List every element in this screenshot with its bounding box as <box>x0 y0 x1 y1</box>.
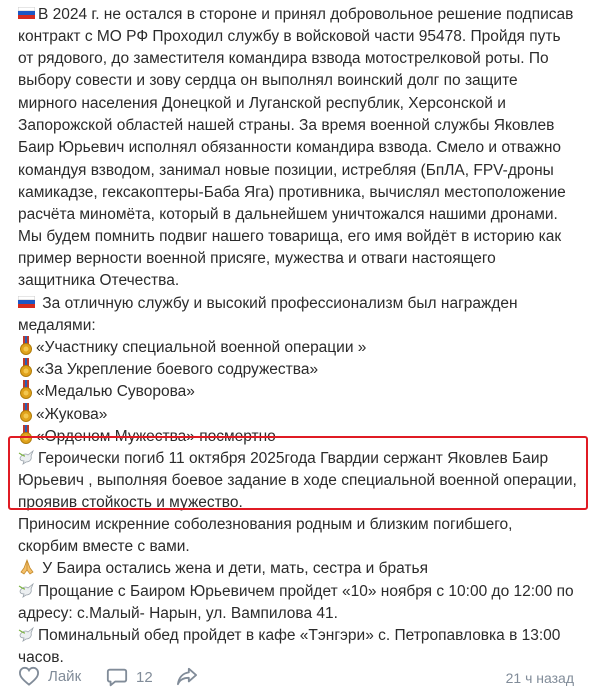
post-line-text: контракт с МО РФ Проходил службу в войсковой части 95478. Пройдя путь <box>18 28 561 45</box>
post-line <box>18 4 573 26</box>
post-line-text: командуя взводом, занимал новые позиции, истребляя (БпЛА, FPV-дроны <box>18 162 554 179</box>
post-line-text: выбору совести и зову сердца он выполнял воинский долг по защите <box>18 72 518 89</box>
post-line-text: Прощание с Баиром Юрьевичем пройдет «10» ноября с 10:00 до 12:00 по <box>38 583 574 600</box>
comments-count: 12 <box>136 668 153 686</box>
post-line <box>18 226 561 248</box>
like-label: Лайк <box>48 667 82 685</box>
post-footer <box>0 664 596 694</box>
post-line-text: У Баира остались жена и дети, мать, сестра и братья <box>38 560 428 577</box>
post-line-text: камикадзе, гексакоптеры-Баба Яга) противника, вычислял местоположение <box>18 184 566 201</box>
comment-button[interactable] <box>106 666 153 688</box>
post-line <box>18 536 190 558</box>
post-line-text: Мы будем помнить подвиг нашего товарища, его имя войдёт в историю как <box>18 228 562 245</box>
post-line <box>18 315 96 337</box>
post-line <box>18 93 506 115</box>
like-button[interactable] <box>18 666 81 686</box>
russian-flag-icon <box>18 7 35 19</box>
post-line-text: «Медалью Суворова» <box>36 383 195 400</box>
medal-icon <box>18 358 34 378</box>
medal-icon <box>18 336 34 356</box>
post-line-text: мирного населения Донецкой и Луганской республик, Херсонской и <box>18 95 506 112</box>
post-line <box>18 337 366 359</box>
post-line <box>18 137 561 159</box>
post-line <box>18 115 554 137</box>
post-line-text: «За Укрепление боевого содружества» <box>36 361 319 378</box>
medal-icon <box>18 380 34 400</box>
post-line <box>18 248 496 270</box>
share-icon <box>176 666 198 686</box>
highlight-box <box>8 436 588 510</box>
post-time[interactable]: 21 ч назад <box>505 670 574 686</box>
post-line-text: «Жукова» <box>36 406 108 423</box>
post-line-text: скорбим вместе с вами. <box>18 538 190 555</box>
post-line-text: адресу: с.Малый- Нарын, ул. Вампилова 41. <box>18 605 338 622</box>
post-line <box>18 603 338 625</box>
post-line <box>18 404 107 426</box>
medal-icon <box>18 403 34 423</box>
folded-hands-icon <box>18 558 36 576</box>
post-line <box>18 160 554 182</box>
post-line <box>18 359 318 381</box>
post-line <box>18 581 574 603</box>
post-line-text: «Орденом Мужества» посмертно <box>36 428 276 445</box>
post-line <box>18 48 549 70</box>
post-line-text: Приносим искренние соболезнования родным и близким погибшего, <box>18 516 513 533</box>
post-line-text: Запорожской областей нашей страны. За время военной службы Яковлев <box>18 117 555 134</box>
post-line-text: пример верности военной присяге, мужества и отваги настоящего <box>18 250 496 267</box>
post-line-text: Героически погиб 11 октября 2025года Гвардии сержант Яковлев Баир <box>38 450 549 467</box>
post-line <box>18 70 518 92</box>
dove-icon <box>18 582 36 598</box>
post-line-text: За отличную службу и высокий профессионализм был награжден <box>38 295 518 312</box>
post-line-text: часов. <box>18 649 64 666</box>
post-line <box>18 381 195 403</box>
post-line <box>18 625 560 647</box>
heart-icon <box>18 666 40 686</box>
post-line-text: защитника Отечества. <box>18 272 180 289</box>
post-line-text: Юрьевич , выполняя боевое задание в ходе специальной военной операции, <box>18 472 577 489</box>
post-line <box>18 182 566 204</box>
post-line-text: Поминальный обед пройдет в кафе «Тэнгэри» с. Петропавловка в 13:00 <box>38 627 561 644</box>
post-line <box>18 558 428 580</box>
post-line-text: В 2024 г. не остался в стороне и принял добровольное решение подписав <box>38 6 574 23</box>
dove-icon <box>18 626 36 642</box>
comment-icon <box>106 666 128 688</box>
post-line-text: от рядового, до заместителя командира взвода мотострелковой роты. По <box>18 50 549 67</box>
post-line-text: «Участнику специальной военной операции » <box>36 339 367 356</box>
post-line-text: медалями: <box>18 317 96 334</box>
post-line-text: Баир Юрьевич исполнял обязанности командира взвода. Смело и отважно <box>18 139 562 156</box>
post-line-text: проявив стойкость и мужество. <box>18 494 243 511</box>
post-line <box>18 293 518 315</box>
post-line <box>18 514 512 536</box>
russian-flag-icon <box>18 296 35 308</box>
post-line <box>18 270 179 292</box>
post-line <box>18 26 561 48</box>
post-line <box>18 204 558 226</box>
post-line-text: расчёта миномёта, который в дальнейшем уничтожался нашими дронами. <box>18 206 558 223</box>
share-button[interactable] <box>176 666 198 686</box>
